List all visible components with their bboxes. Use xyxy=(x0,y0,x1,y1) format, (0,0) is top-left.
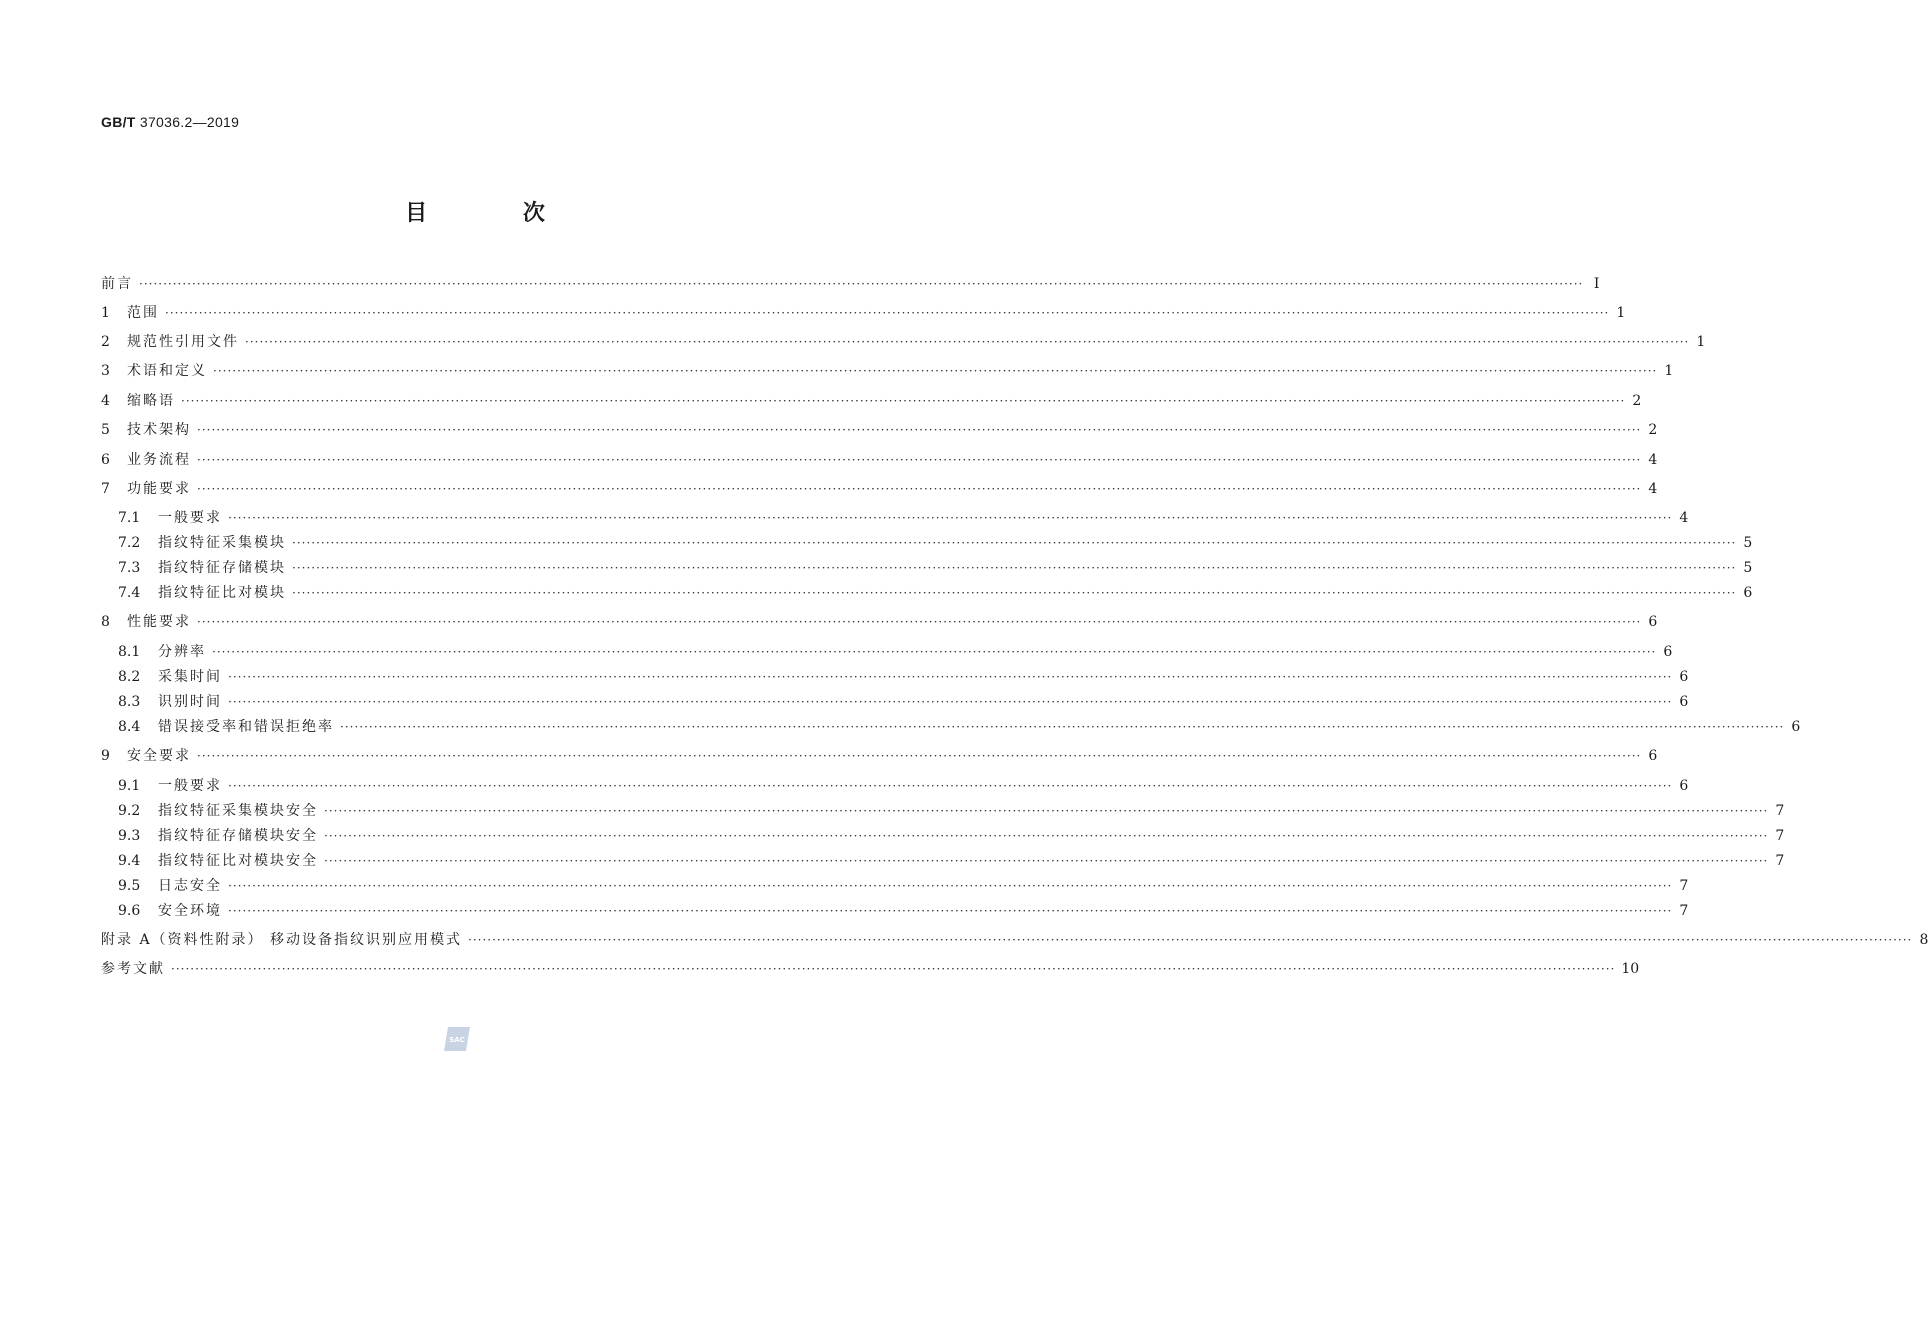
toc-entry-page: 1 xyxy=(1664,363,1674,379)
toc-dot-leader: ············································································································································································································································································································ xyxy=(340,720,1785,734)
standard-number: 37036.2—2019 xyxy=(139,114,240,130)
toc-dot-leader: ············································································································································································································································································································ xyxy=(228,904,1673,918)
toc-entry-label: 分辨率 xyxy=(158,644,206,660)
toc-entry-label: 范围 xyxy=(127,305,159,321)
toc-entry-page: 4 xyxy=(1648,481,1658,497)
toc-entry-label: 错误接受率和错误拒绝率 xyxy=(158,719,334,735)
toc-entry-number: 3 xyxy=(101,363,110,379)
toc-entry-number: 7.2 xyxy=(118,535,141,551)
toc-entry-number: 8.2 xyxy=(118,669,141,685)
toc-entry[interactable] xyxy=(101,876,1689,896)
toc-entry-label: 附录 A（资料性附录） 移动设备指纹识别应用模式 xyxy=(101,932,463,948)
toc-entry-number: 4 xyxy=(101,393,110,409)
toc-entry-label: 指纹特征存储模块 xyxy=(158,560,286,576)
toc-entry[interactable] xyxy=(101,303,1626,323)
toc-dot-leader: ············································································································································································································································································································ xyxy=(228,695,1673,709)
toc-entry-number: 9 xyxy=(101,748,110,764)
toc-entry-label: 指纹特征采集模块安全 xyxy=(158,803,318,819)
toc-entry[interactable] xyxy=(101,801,1785,821)
standard-prefix: GB/T xyxy=(101,114,136,130)
toc-entry[interactable] xyxy=(101,420,1658,440)
toc-entry-number: 9.5 xyxy=(118,878,141,894)
toc-entry-page: 1 xyxy=(1696,334,1706,350)
toc-entry-label: 性能要求 xyxy=(127,614,191,630)
toc-entry-label: 缩略语 xyxy=(127,393,175,409)
toc-entry[interactable] xyxy=(101,450,1658,470)
toc-entry-page: 8 xyxy=(1919,932,1928,948)
toc-entry-page: 4 xyxy=(1679,510,1689,526)
toc-entry-page: 2 xyxy=(1648,422,1658,438)
toc-entry-page: 6 xyxy=(1648,614,1658,630)
toc-dot-leader: ············································································································································································································································································································ xyxy=(228,779,1673,793)
toc-dot-leader: ············································································································································································································································································································ xyxy=(197,615,1642,629)
toc-entry-page: 7 xyxy=(1679,878,1689,894)
toc-entry-page: 5 xyxy=(1743,560,1753,576)
toc-entry-number: 7.4 xyxy=(118,585,141,601)
toc-entry-label: 参考文献 xyxy=(101,961,165,977)
toc-entry-number: 9.3 xyxy=(118,828,141,844)
standard-code xyxy=(101,114,239,130)
toc-entry-label: 一般要求 xyxy=(158,778,222,794)
toc-entry-number: 8.3 xyxy=(118,694,141,710)
toc-entry-label: 前言 xyxy=(101,276,133,292)
toc-entry-number: 6 xyxy=(101,452,110,468)
toc-dot-leader: ············································································································································································································································································································ xyxy=(165,306,1610,320)
toc-entry[interactable] xyxy=(101,612,1658,632)
toc-entry-label: 规范性引用文件 xyxy=(127,334,239,350)
toc-entry-number: 1 xyxy=(101,305,110,321)
toc-entry-label: 安全环境 xyxy=(158,903,222,919)
toc-entry-label: 日志安全 xyxy=(158,878,222,894)
toc-entry-page: Ⅰ xyxy=(1593,276,1600,292)
toc-entry[interactable] xyxy=(101,583,1753,603)
toc-dot-leader: ············································································································································································································································································································ xyxy=(139,277,1584,291)
toc-entry-page: 6 xyxy=(1791,719,1801,735)
toc-entry[interactable] xyxy=(101,667,1689,687)
toc-entry-label: 采集时间 xyxy=(158,669,222,685)
toc-dot-leader: ············································································································································································································································································································ xyxy=(197,453,1642,467)
toc-entry-page: 6 xyxy=(1679,694,1689,710)
toc-dot-leader: ············································································································································································································································································································ xyxy=(197,749,1642,763)
toc-entry[interactable] xyxy=(101,851,1785,871)
toc-entry-number: 5 xyxy=(101,422,110,438)
toc-entry-number: 7.3 xyxy=(118,560,141,576)
toc-entry-label: 技术架构 xyxy=(127,422,191,438)
toc-entry-page: 4 xyxy=(1648,452,1658,468)
toc-dot-leader: ············································································································································································································································································································ xyxy=(245,335,1690,349)
toc-dot-leader: ············································································································································································································································································································ xyxy=(213,364,1658,378)
toc-entry-label: 功能要求 xyxy=(127,481,191,497)
toc-entry[interactable] xyxy=(101,826,1785,846)
toc-entry[interactable] xyxy=(101,642,1673,662)
toc-entry[interactable] xyxy=(101,332,1706,352)
toc-entry-page: 7 xyxy=(1775,828,1785,844)
toc-dot-leader: ············································································································································································································································································································ xyxy=(324,804,1769,818)
toc-entry-page: 5 xyxy=(1743,535,1753,551)
toc-entry-page: 6 xyxy=(1663,644,1673,660)
toc-entry-number: 9.4 xyxy=(118,853,141,869)
toc-entry[interactable] xyxy=(101,717,1801,737)
toc-dot-leader: ············································································································································································································································································································ xyxy=(324,829,1769,843)
toc-dot-leader: ············································································································································································································································································································ xyxy=(228,511,1673,525)
toc-entry[interactable] xyxy=(101,479,1658,499)
toc-entry-page: 10 xyxy=(1621,961,1640,977)
toc-entry-label: 一般要求 xyxy=(158,510,222,526)
toc-entry[interactable] xyxy=(101,930,1928,950)
toc-dot-leader: ············································································································································································································································································································ xyxy=(181,394,1626,408)
toc-entry-number: 7.1 xyxy=(118,510,141,526)
toc-entry-page: 7 xyxy=(1775,853,1785,869)
toc-entry-page: 7 xyxy=(1679,903,1689,919)
toc-entry-page: 6 xyxy=(1679,669,1689,685)
toc-dot-leader: ············································································································································································································································································································ xyxy=(197,423,1642,437)
toc-entry[interactable] xyxy=(101,959,1640,979)
toc-entry-page: 6 xyxy=(1743,585,1753,601)
toc-entry-page: 2 xyxy=(1632,393,1642,409)
toc-entry[interactable] xyxy=(101,558,1753,578)
toc-entry[interactable] xyxy=(101,508,1689,528)
toc-entry-page: 7 xyxy=(1775,803,1785,819)
toc-entry-number: 8.4 xyxy=(118,719,141,735)
toc-title: 目 次 xyxy=(405,201,589,226)
toc-entry-number: 9.6 xyxy=(118,903,141,919)
toc-entry[interactable] xyxy=(101,901,1689,921)
toc-entry-label: 指纹特征比对模块安全 xyxy=(158,853,318,869)
sac-logo-icon xyxy=(444,1027,470,1051)
toc-entry[interactable] xyxy=(101,692,1689,712)
toc-entry-label: 指纹特征采集模块 xyxy=(158,535,286,551)
toc-dot-leader: ············································································································································································································································································································ xyxy=(324,854,1769,868)
toc-dot-leader: ············································································································································································································································································································ xyxy=(292,536,1737,550)
toc-entry[interactable] xyxy=(101,746,1658,766)
svg-text:SAC: SAC xyxy=(449,1036,465,1044)
toc-entry-page: 6 xyxy=(1648,748,1658,764)
toc-entry-number: 2 xyxy=(101,334,110,350)
toc-dot-leader: ············································································································································································································································································································ xyxy=(468,933,1913,947)
toc-entry-page: 6 xyxy=(1679,778,1689,794)
toc-entry-number: 8.1 xyxy=(118,644,141,660)
toc-entry-label: 安全要求 xyxy=(127,748,191,764)
toc-entry-page: 1 xyxy=(1616,305,1626,321)
toc-entry-number: 8 xyxy=(101,614,110,630)
toc-dot-leader: ············································································································································································································································································································ xyxy=(228,879,1673,893)
toc-entry[interactable] xyxy=(101,391,1642,411)
toc-dot-leader: ············································································································································································································································································································ xyxy=(228,670,1673,684)
toc-dot-leader: ············································································································································································································································································································ xyxy=(212,645,1657,659)
toc-entry-number: 9.1 xyxy=(118,778,141,794)
toc-entry[interactable] xyxy=(101,274,1600,294)
toc-entry[interactable] xyxy=(101,361,1674,381)
toc-entry-label: 指纹特征比对模块 xyxy=(158,585,286,601)
toc-entry[interactable] xyxy=(101,776,1689,796)
toc-dot-leader: ············································································································································································································································································································ xyxy=(197,482,1642,496)
toc-entry-number: 9.2 xyxy=(118,803,141,819)
toc-entry-number: 7 xyxy=(101,481,110,497)
toc-entry-label: 术语和定义 xyxy=(127,363,207,379)
toc-entry-label: 识别时间 xyxy=(158,694,222,710)
toc-entry-label: 业务流程 xyxy=(127,452,191,468)
toc-dot-leader: ············································································································································································································································································································ xyxy=(292,586,1737,600)
toc-entry-label: 指纹特征存储模块安全 xyxy=(158,828,318,844)
toc-dot-leader: ············································································································································································································································································································ xyxy=(292,561,1737,575)
toc-entry[interactable] xyxy=(101,533,1753,553)
toc-dot-leader: ············································································································································································································································································································ xyxy=(171,962,1616,976)
